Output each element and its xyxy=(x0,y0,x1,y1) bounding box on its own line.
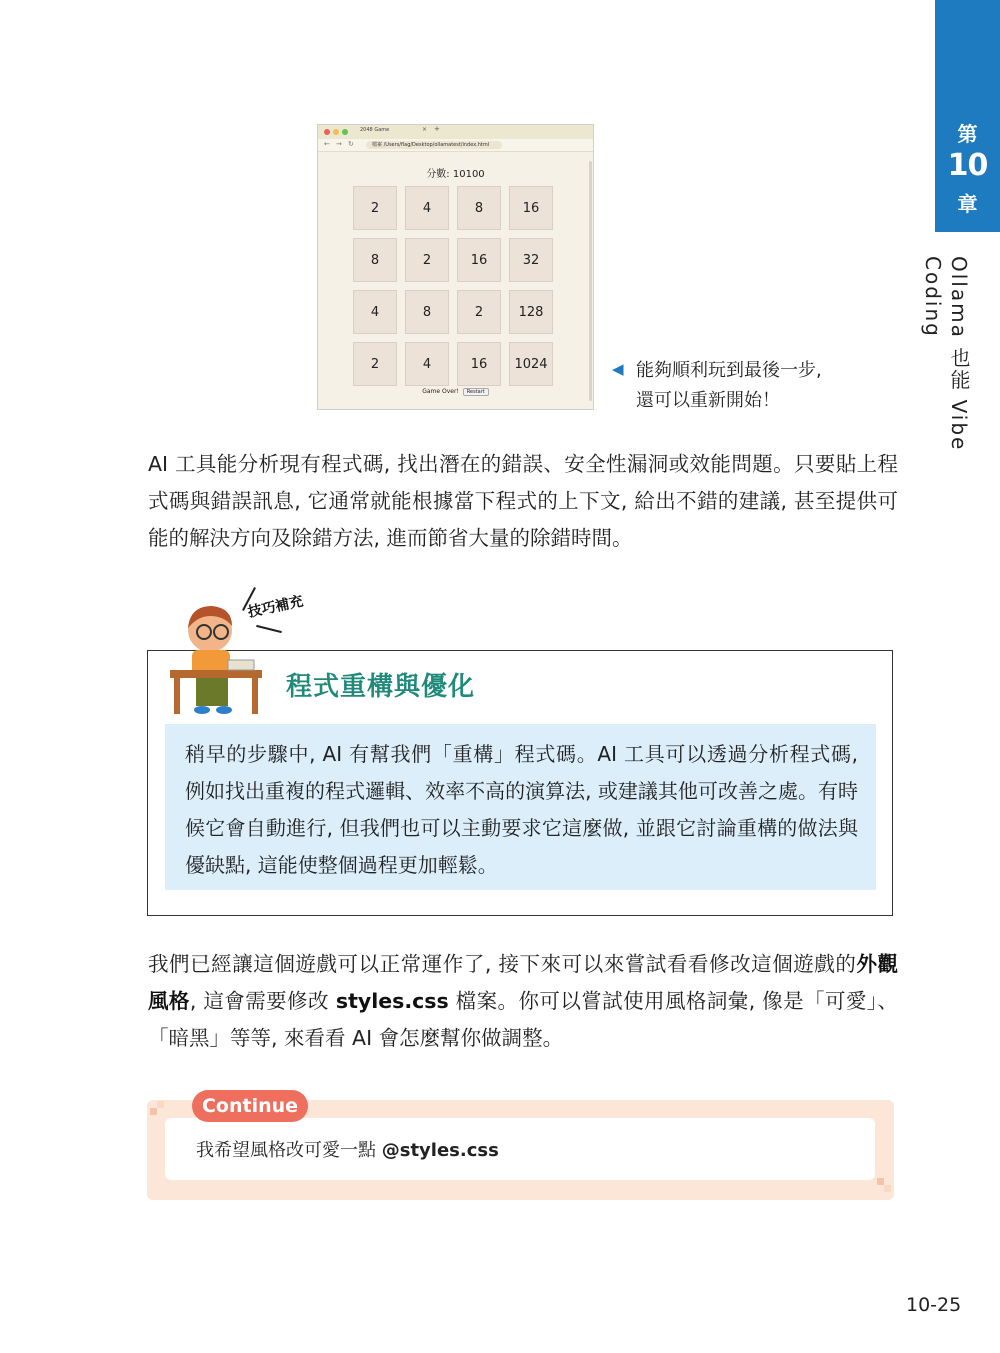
url-prefix: 檔案 xyxy=(372,142,383,148)
minimize-dot-icon xyxy=(333,129,339,135)
game-tile: 16 xyxy=(457,342,501,386)
game-tile: 2 xyxy=(353,186,397,230)
pixel-decor xyxy=(157,1101,164,1108)
prompt-text xyxy=(196,1136,499,1162)
chapter-prefix: 第 xyxy=(957,122,978,146)
tip-content: 稍早的步驟中, AI 有幫我們「重構」程式碼。AI 工具可以透過分析程式碼, 例如找出重複的程式邏輯、效率不高的演算法, 或建議其他可改善之處。有時候它會自動進行, 但我們也可以主動要求它這麼做, 並跟它討論重構的做法與優缺點, 這能使整個過程更加輕鬆。 xyxy=(165,724,876,890)
shoe-left xyxy=(194,706,210,714)
tab-close-icon: × xyxy=(422,126,428,133)
game-tile: 4 xyxy=(353,290,397,334)
restart-button: Restart xyxy=(463,388,489,396)
desk-leg-right xyxy=(252,678,258,714)
forward-icon: → xyxy=(336,140,342,148)
pixel-decor xyxy=(884,1185,891,1192)
continue-label: Continue xyxy=(192,1090,308,1122)
new-tab-icon: + xyxy=(434,125,440,133)
chapter-suffix: 章 xyxy=(957,192,978,216)
game-tile: 128 xyxy=(509,290,553,334)
game-tile: 16 xyxy=(509,186,553,230)
chapter-number: 10 xyxy=(947,148,988,183)
side-chapter-title: Ollama 也能 Vibe Coding xyxy=(921,256,971,452)
scrollbar xyxy=(589,161,592,401)
browser-tabbar xyxy=(318,125,593,139)
game-tile: 32 xyxy=(509,238,553,282)
reload-icon: ↻ xyxy=(348,140,354,148)
para2-text-1: 我們已經讓這個遊戲可以正常運作了, 接下來可以來嘗試看看修改這個遊戲的 xyxy=(148,952,857,976)
caption-arrow-icon: ◀ xyxy=(612,360,624,378)
game-tile: 8 xyxy=(405,290,449,334)
game-tile: 2 xyxy=(457,290,501,334)
game-screenshot xyxy=(317,124,594,410)
maximize-dot-icon xyxy=(342,129,348,135)
address-bar xyxy=(366,141,502,149)
para2-bold-1: 外觀風格 xyxy=(148,952,899,1013)
game-over-text: Game Over! xyxy=(422,388,459,395)
game-tile: 1024 xyxy=(509,342,553,386)
prompt-message: 我希望風格改可愛一點 xyxy=(196,1140,382,1161)
body-paragraph-2 xyxy=(148,946,898,1057)
game-tile: 8 xyxy=(457,186,501,230)
chapter-tab xyxy=(935,0,1000,232)
desk-top xyxy=(170,670,262,678)
pixel-decor xyxy=(150,1108,157,1115)
page-number: 10-25 xyxy=(906,1294,962,1316)
para2-text-2: , 這會需要修改 xyxy=(189,989,336,1013)
browser-urlbar xyxy=(318,139,593,152)
books-stack xyxy=(228,660,254,670)
pixel-decor xyxy=(877,1178,884,1185)
game-tile: 4 xyxy=(405,342,449,386)
pants-shape xyxy=(196,678,228,706)
game-tile: 2 xyxy=(353,342,397,386)
close-dot-icon xyxy=(324,129,330,135)
tip-label: 技巧補充 xyxy=(246,593,305,621)
shoe-right xyxy=(216,706,232,714)
body-paragraph-1: AI 工具能分析現有程式碼, 找出潛在的錯誤、安全性漏洞或效能問題。只要貼上程式碼與錯誤訊息, 它通常就能根據當下程式的上下文, 給出不錯的建議, 甚至提供可能的解決方向及除錯方法, 進而節省大量的除錯時間。 xyxy=(148,452,898,550)
game-tile: 4 xyxy=(405,186,449,230)
game-tile: 2 xyxy=(405,238,449,282)
prompt-file-ref: @styles.css xyxy=(381,1140,499,1161)
score-label: 分數: 10100 xyxy=(426,169,485,180)
browser-tab-title: 2048 Game xyxy=(360,127,390,133)
figure-caption: 能夠順利玩到最後一步, 還可以重新開始！ xyxy=(636,360,822,411)
url-text: /Users/flag/Desktop/ollamatest/index.html xyxy=(383,142,490,148)
para2-bold-2: styles.css xyxy=(335,989,449,1013)
game-over-row xyxy=(318,388,593,396)
back-icon: ← xyxy=(324,140,330,148)
tip-title: 程式重構與優化 xyxy=(286,672,476,702)
desk-leg-left xyxy=(174,678,180,714)
game-tile: 8 xyxy=(353,238,397,282)
para2-text-3: 檔案。你可以嘗試使用風格詞彙, 像是「可愛」、「暗黑」等等, 來看看 AI 會怎麼幫你做調整。 xyxy=(148,989,898,1050)
game-tile: 16 xyxy=(457,238,501,282)
